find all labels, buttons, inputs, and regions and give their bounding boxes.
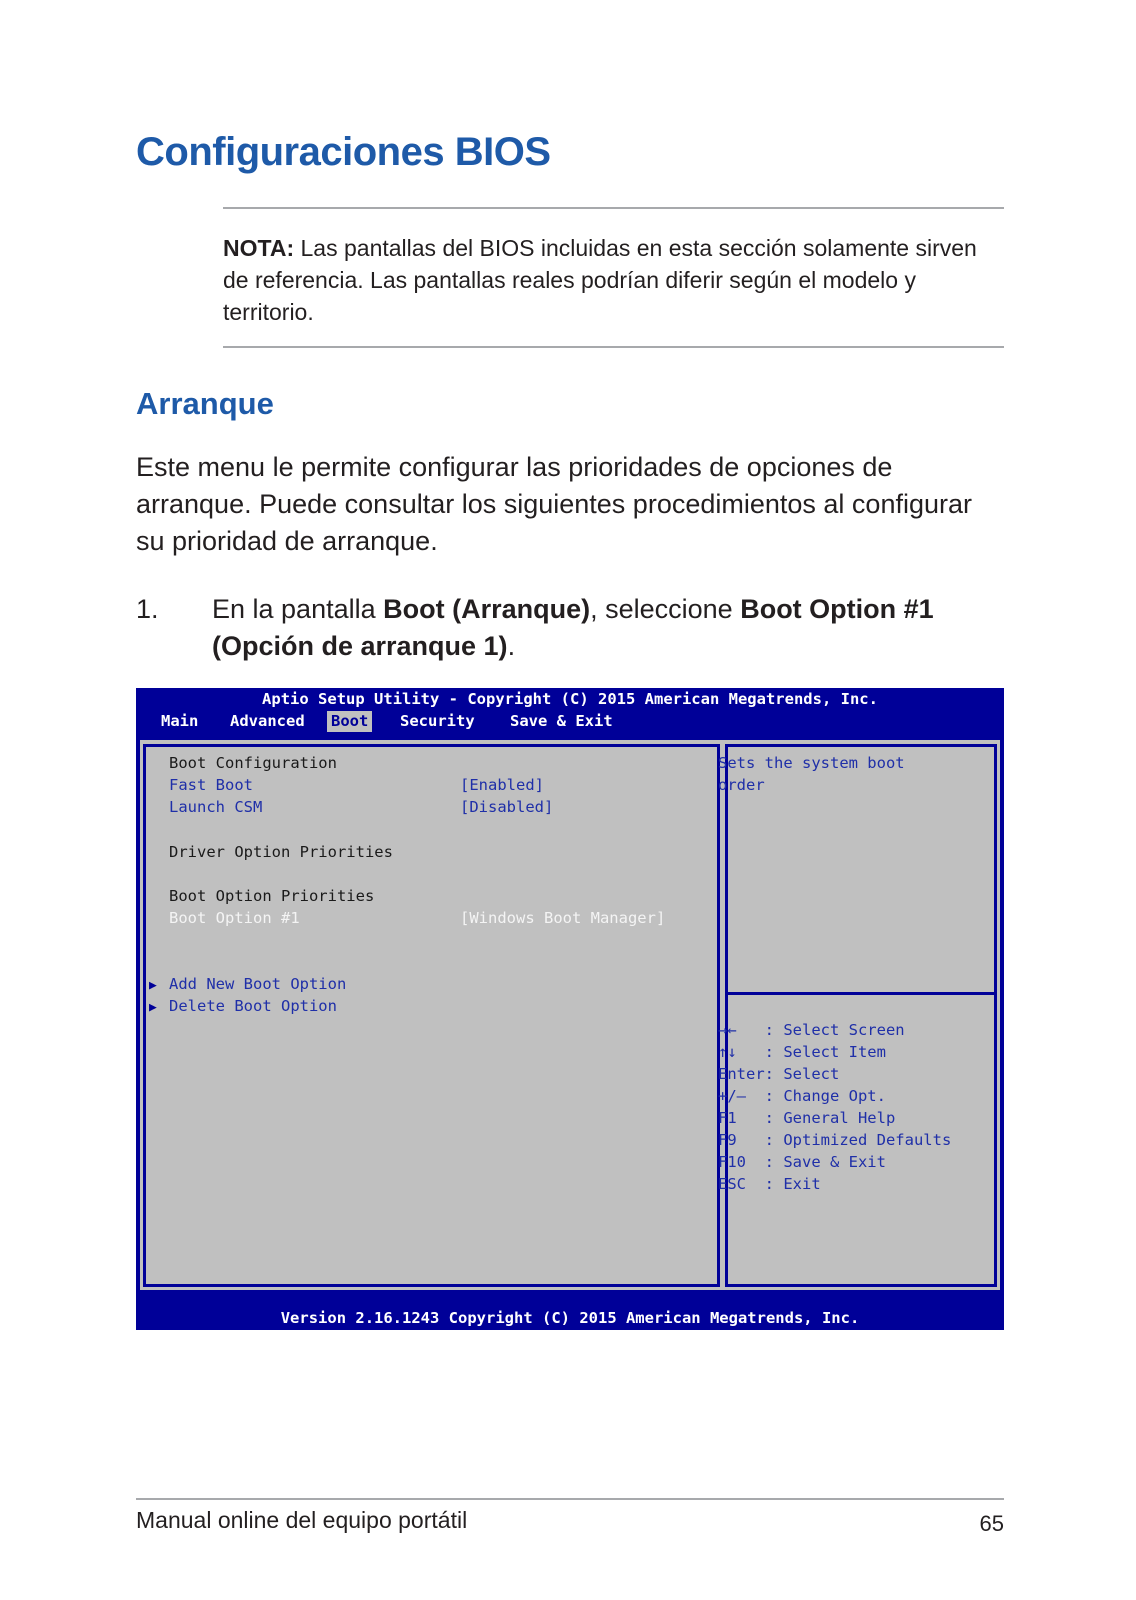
key-hint-optimized-defaults: F9 : Optimized Defaults <box>718 1131 952 1149</box>
boot-option-1-label[interactable]: Boot Option #1 <box>169 909 300 927</box>
note-text: Las pantallas del BIOS incluidas en esta sección solamente sirven de referencia. Las pantallas reales podrían diferir según el modelo y territorio. <box>223 235 977 325</box>
add-new-boot-option[interactable]: Add New Boot Option <box>169 975 347 993</box>
step-number: 1. <box>136 594 159 624</box>
key-hint-change-opt: +/— : Change Opt. <box>718 1087 886 1105</box>
fast-boot-value[interactable]: [Enabled] <box>460 776 544 794</box>
submenu-arrow-icon: ▶ <box>149 978 157 993</box>
bios-tab-bar <box>136 710 1004 732</box>
note-box <box>223 232 1004 328</box>
bios-header: Aptio Setup Utility - Copyright (C) 2015 American Megatrends, Inc. <box>262 690 878 708</box>
step-text-part: . <box>507 631 516 661</box>
help-text-line: Sets the system boot <box>718 754 905 772</box>
bios-footer: Version 2.16.1243 Copyright (C) 2015 American Megatrends, Inc. <box>280 1309 860 1327</box>
step-bold-boot: Boot (Arranque) <box>383 594 591 624</box>
bios-main-panel <box>140 740 727 1290</box>
footer-manual-title: Manual online del equipo portátil <box>136 1507 468 1533</box>
tab-save-exit[interactable]: Save & Exit <box>510 712 613 730</box>
tab-advanced[interactable]: Advanced <box>230 712 305 730</box>
tab-main[interactable]: Main <box>161 712 199 730</box>
page-number: 65 <box>979 1511 1004 1536</box>
launch-csm-label[interactable]: Launch CSM <box>169 798 263 816</box>
footer-divider <box>136 1498 1004 1500</box>
boot-option-priorities-heading: Boot Option Priorities <box>169 887 375 905</box>
note-bottom-divider <box>223 346 1004 348</box>
key-hint-exit: ESC : Exit <box>718 1175 821 1193</box>
submenu-arrow-icon: ▶ <box>149 1000 157 1015</box>
step-bold-boot-option: Boot Option #1 (Opción de arranque 1) <box>212 594 934 661</box>
step-text-part: En la pantalla <box>212 594 384 624</box>
section-heading: Arranque <box>136 386 274 421</box>
fast-boot-label[interactable]: Fast Boot <box>169 776 253 794</box>
driver-option-priorities-heading: Driver Option Priorities <box>169 843 393 861</box>
launch-csm-value[interactable]: [Disabled] <box>460 798 554 816</box>
bios-help-frame <box>725 744 997 1287</box>
note-label: NOTA: <box>223 235 295 261</box>
help-divider <box>725 992 997 995</box>
bios-help-panel <box>718 740 1000 1290</box>
note-top-divider <box>223 207 1004 209</box>
key-hint-enter: Enter: Select <box>718 1065 840 1083</box>
key-hint-select-item: ↑↓ : Select Item <box>718 1043 886 1061</box>
help-text-line: order <box>718 776 765 794</box>
intro-paragraph: Este menu le permite configurar las prioridades de opciones de arranque. Puede consultar los siguientes procedimientos al configurar su prioridad de arranque. <box>136 452 972 556</box>
key-hint-save-exit: F10 : Save & Exit <box>718 1153 886 1171</box>
step-text <box>212 591 1012 665</box>
key-hint-general-help: F1 : General Help <box>718 1109 896 1127</box>
boot-option-1-value[interactable]: [Windows Boot Manager] <box>460 909 666 927</box>
tab-boot[interactable]: Boot <box>327 711 372 732</box>
step-text-part: , seleccione <box>590 594 741 624</box>
key-hint-select-screen: →← : Select Screen <box>718 1021 905 1039</box>
delete-boot-option[interactable]: Delete Boot Option <box>169 997 337 1015</box>
page-title: Configuraciones BIOS <box>136 130 551 174</box>
boot-configuration-heading: Boot Configuration <box>169 754 337 772</box>
bios-screenshot <box>136 688 1004 1330</box>
tab-security[interactable]: Security <box>400 712 475 730</box>
